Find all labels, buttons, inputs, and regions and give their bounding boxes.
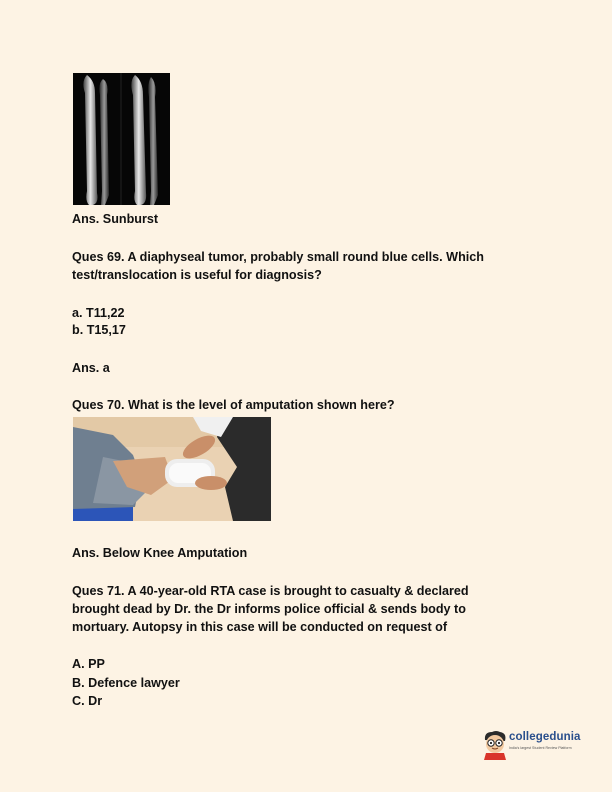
question-q71-line2: brought dead by Dr. the Dr informs police official & sends body to [72,602,466,616]
option-q69-b: b. T15,17 [72,323,126,337]
brand-tagline: India's largest Student Review Platform [509,746,572,750]
option-q69-a: a. T11,22 [72,306,125,320]
option-q71-b: B. Defence lawyer [72,676,180,690]
answer-q68: Ans. Sunburst [72,212,159,226]
mascot-icon [482,730,508,760]
collegedunia-logo[interactable] [482,728,592,762]
option-q71-c: C. Dr [72,694,103,708]
brand-name: collegedunia [509,731,581,743]
question-q71-line3: mortuary. Autopsy in this case will be conducted on request of [72,620,448,634]
xray-image [73,73,170,205]
option-q71-a: A. PP [72,657,105,671]
question-q70: Ques 70. What is the level of amputation shown here? [72,398,395,412]
amputation-photo [73,417,271,521]
question-q69-line1: Ques 69. A diaphyseal tumor, probably small round blue cells. Which [72,250,484,264]
question-q71-line1: Ques 71. A 40-year-old RTA case is brought to casualty & declared [72,584,469,598]
answer-q69: Ans. a [72,361,110,375]
answer-q70: Ans. Below Knee Amputation [72,546,248,560]
question-q69-line2: test/translocation is useful for diagnosis? [72,268,322,282]
